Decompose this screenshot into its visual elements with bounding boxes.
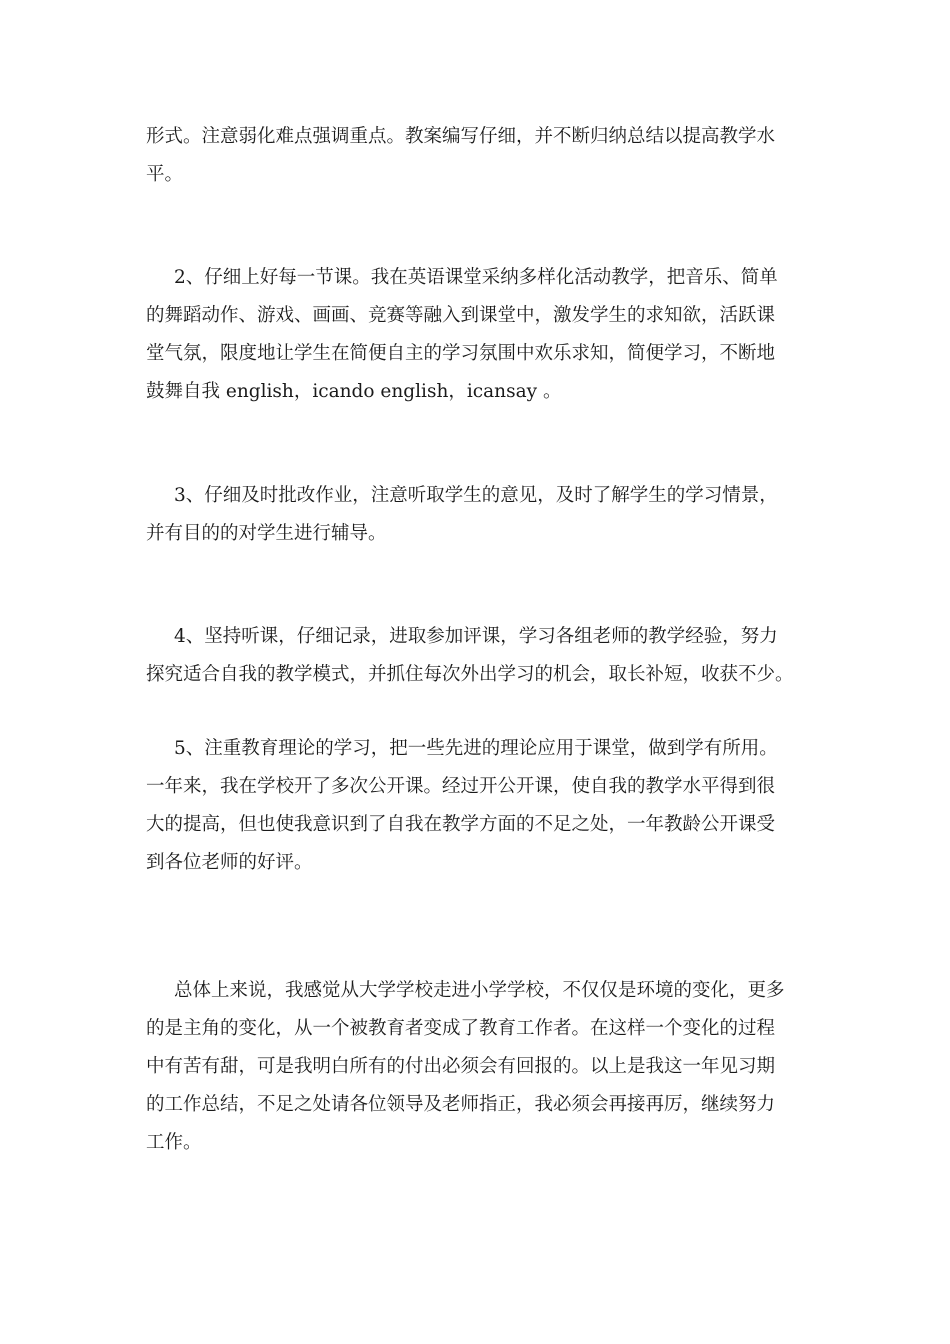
paragraph-continuation (146, 118, 806, 194)
text-line: 4、坚持听课，仔细记录，进取参加评课，学习各组老师的教学经验，努力 (174, 626, 778, 647)
text-line: 堂气氛，限度地让学生在简便自主的学习氛围中欢乐求知，简便学习，不断地 (146, 343, 776, 364)
paragraph-item-5 (146, 730, 806, 882)
text-line: 并有目的的对学生进行辅导。 (146, 523, 387, 544)
text-line: 的舞蹈动作、游戏、画画、竞赛等融入到课堂中，激发学生的求知欲，活跃课 (146, 305, 776, 326)
text-line: 大的提高，但也使我意识到了自我在教学方面的不足之处，一年教龄公开课受 (146, 814, 776, 835)
text-line: 鼓舞自我 english，icando english，icansay 。 (146, 381, 562, 402)
paragraph-item-4 (146, 618, 806, 694)
text-line: 工作。 (146, 1132, 202, 1153)
text-line: 总体上来说，我感觉从大学学校走进小学学校，不仅仅是环境的变化，更多 (174, 980, 785, 1001)
text-line: 一年来，我在学校开了多次公开课。经过开公开课，使自我的教学水平得到很 (146, 776, 776, 797)
text-line: 探究适合自我的教学模式，并抓住每次外出学习的机会，取长补短，收获不少。 (146, 664, 794, 685)
text-line: 形式。注意弱化难点强调重点。教案编写仔细，并不断归纳总结以提高教学水 (146, 126, 776, 147)
paragraph-item-2 (146, 259, 806, 411)
text-line: 5、注重教育理论的学习，把一些先进的理论应用于课堂，做到学有所用。 (174, 738, 778, 759)
text-line: 平。 (146, 164, 184, 185)
paragraph-item-3 (146, 477, 806, 553)
text-line: 的是主角的变化，从一个被教育者变成了教育工作者。在这样一个变化的过程 (146, 1018, 776, 1039)
text-line: 的工作总结，不足之处请各位领导及老师指正，我必须会再接再厉，继续努力 (146, 1094, 776, 1115)
text-line: 到各位老师的好评。 (146, 852, 313, 873)
text-line: 3、仔细及时批改作业，注意听取学生的意见，及时了解学生的学习情景， (174, 485, 778, 506)
paragraph-summary (146, 972, 806, 1162)
text-line: 2、仔细上好每一节课。我在英语课堂采纳多样化活动教学，把音乐、简单 (174, 267, 778, 288)
text-line: 中有苦有甜，可是我明白所有的付出必须会有回报的。以上是我这一年见习期 (146, 1056, 776, 1077)
